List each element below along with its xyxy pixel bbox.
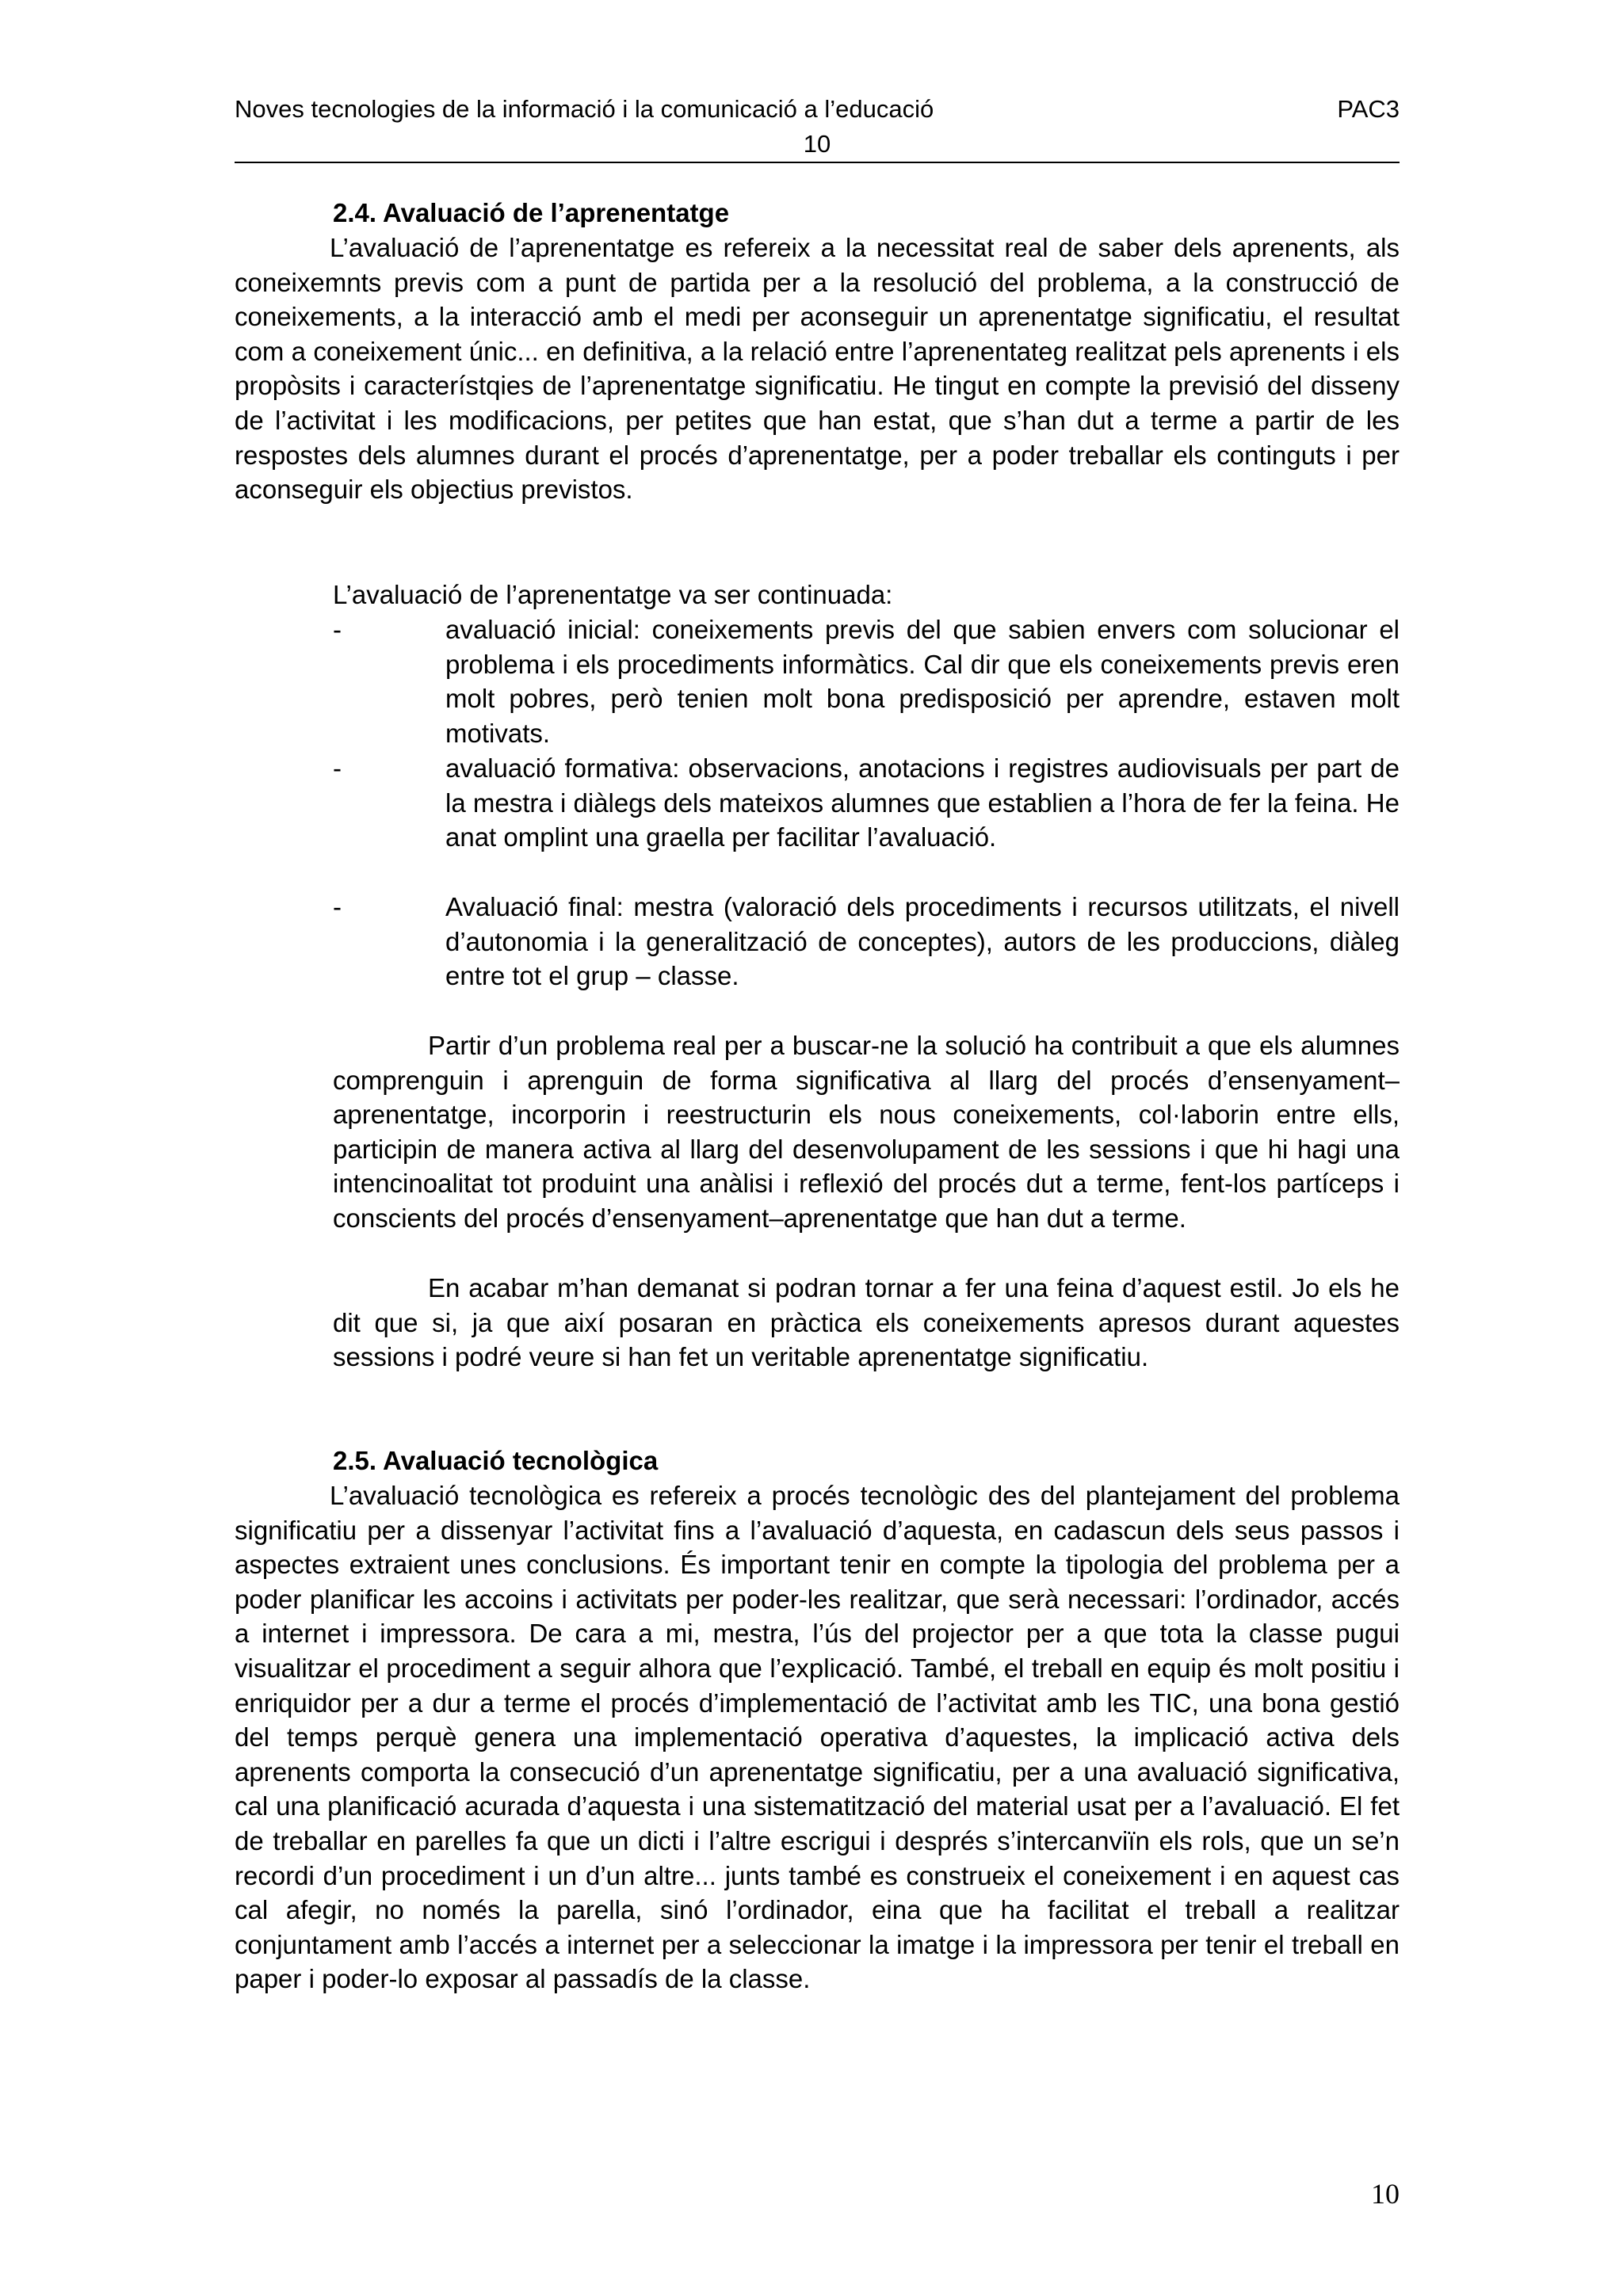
section-heading-2-4: 2.4. Avaluació de l’aprenentatge [333, 198, 730, 227]
list-item [333, 612, 1400, 750]
section-heading-2-5: 2.5. Avaluació tecnològica [333, 1446, 659, 1475]
paragraph-2-4-conclusion: Partir d’un problema real per a buscar-ne la solució ha contribuit a que els alumnes comprenguin i aprenguin de forma significativa al llarg del procés d’ensenyament–aprenentatge, incorporin i reestructurin els nous coneixements, col·laborin entre ells, participin de manera activa al llarg del desenvolupament de les sessions i que hi hagi una intencinoalitat tot produint una anàlisi i reflexió del procés dut a terme, fent-los partíceps i conscients del procés d’ensenyament–aprenentatge que han dut a terme. [333, 1031, 1400, 1233]
header-rule [235, 162, 1400, 163]
header-page-number: 10 [803, 130, 831, 158]
list-item-text: Avaluació final: mestra (valoració dels procediments i recursos utilitzats, el nivell d’autonomia i la generalització de conceptes), autors de les produccions, diàleg entre tot el grup – classe. [445, 892, 1400, 991]
paragraph-2-4-intro: L’avaluació de l’aprenentatge es refereix a la necessitat real de saber dels aprenents, als coneixemnts previs com a punt de partida per a la resolució del problema, a la construcció de coneixements, a la interacció amb el medi per aconseguir un aprenentatge significatiu, el resultat com a coneixement únic... en definitiva, a la relació entre l’aprenentateg realitzat pels aprenents i els propòsits i característqies de l’aprenentatge significatiu. He tingut en compte la previsió del disseny de l’activitat i les modificacions, per petites que han estat, que s’han dut a terme a partir de les respostes dels alumnes durant el procés d’aprenentatge, per a poder treballar els continguts i per aconseguir els objectius previstos. [235, 233, 1400, 505]
list-item [333, 890, 1400, 994]
header-code: PAC3 [1337, 95, 1400, 123]
header-title: Noves tecnologies de la informació i la comunicació a l’educació [235, 95, 934, 123]
paragraph-2-5: L’avaluació tecnològica es refereix a procés tecnològic des del plantejament del problema significatiu per a dissenyar l’activitat fins a l’avaluació d’aquesta, en cadascun dels seus passos i aspectes extraient unes conclusions. És important tenir en compte la tipologia del problema per a poder planificar les accoins i activitats per poder-les realitzar, que serà necessari: l’ordinador, accés a internet i impressora. De cara a mi, mestra, l’ús del projector per a que tota la classe pugui visualitzar el procediment a seguir alhora que l’explicació. També, el treball en equip és molt positiu i enriquidor per a dur a terme el procés d’implementació de l’activitat amb les TIC, una bona gestió del temps perquè genera una implementació operativa d’aquestes, la implicació activa dels aprenents comporta la consecució d’un aprenentatge significatiu, per a una avaluació significativa, cal una planificació acurada d’aquesta i una sistematització del material usat per a l’avaluació. El fet de treballar en parelles fa que un dicti i l’altre escrigui i després s’intercanviïn els rols, que un se’n recordi d’un procediment i un d’un altre... junts també es construeix el coneixement i en aquest cas cal afegir, no només la parella, sinó l’ordinador, eina que ha facilitat el treball a realitzar conjuntament amb l’accés a internet per a seleccionar la imatge i la impressora per tenir el treball en paper i poder-lo exposar al passadís de la classe. [235, 1481, 1400, 1994]
list-bullet: - [333, 753, 342, 783]
list-item-text: avaluació formativa: observacions, anotacions i registres audiovisuals per part de la mestra i diàlegs dels mateixos alumnes que establien a l’hora de fer la feina. He anat omplint una graella per facilitar l’avaluació. [445, 753, 1400, 852]
footer-page-number: 10 [1371, 2178, 1400, 2210]
list-bullet: - [333, 892, 342, 921]
list-item-text: avaluació inicial: coneixements previs del que sabien envers com solucionar el problema i els procediments informàtics. Cal dir que els coneixements previs eren molt pobres, però tenien molt bona predisposició per aprendre, estaven molt motivats. [445, 615, 1400, 748]
list-item [333, 751, 1400, 855]
list-bullet: - [333, 615, 342, 644]
list-intro: L’avaluació de l’aprenentatge va ser continuada: [333, 580, 893, 609]
paragraph-2-4-closing: En acabar m’han demanat si podran tornar a fer una feina d’aquest estil. Jo els he dit que si, ja que així posaran en pràctica els coneixements apresos durant aquestes sessions i podré veure si han fet un veritable aprenentatge significatiu. [333, 1273, 1400, 1372]
